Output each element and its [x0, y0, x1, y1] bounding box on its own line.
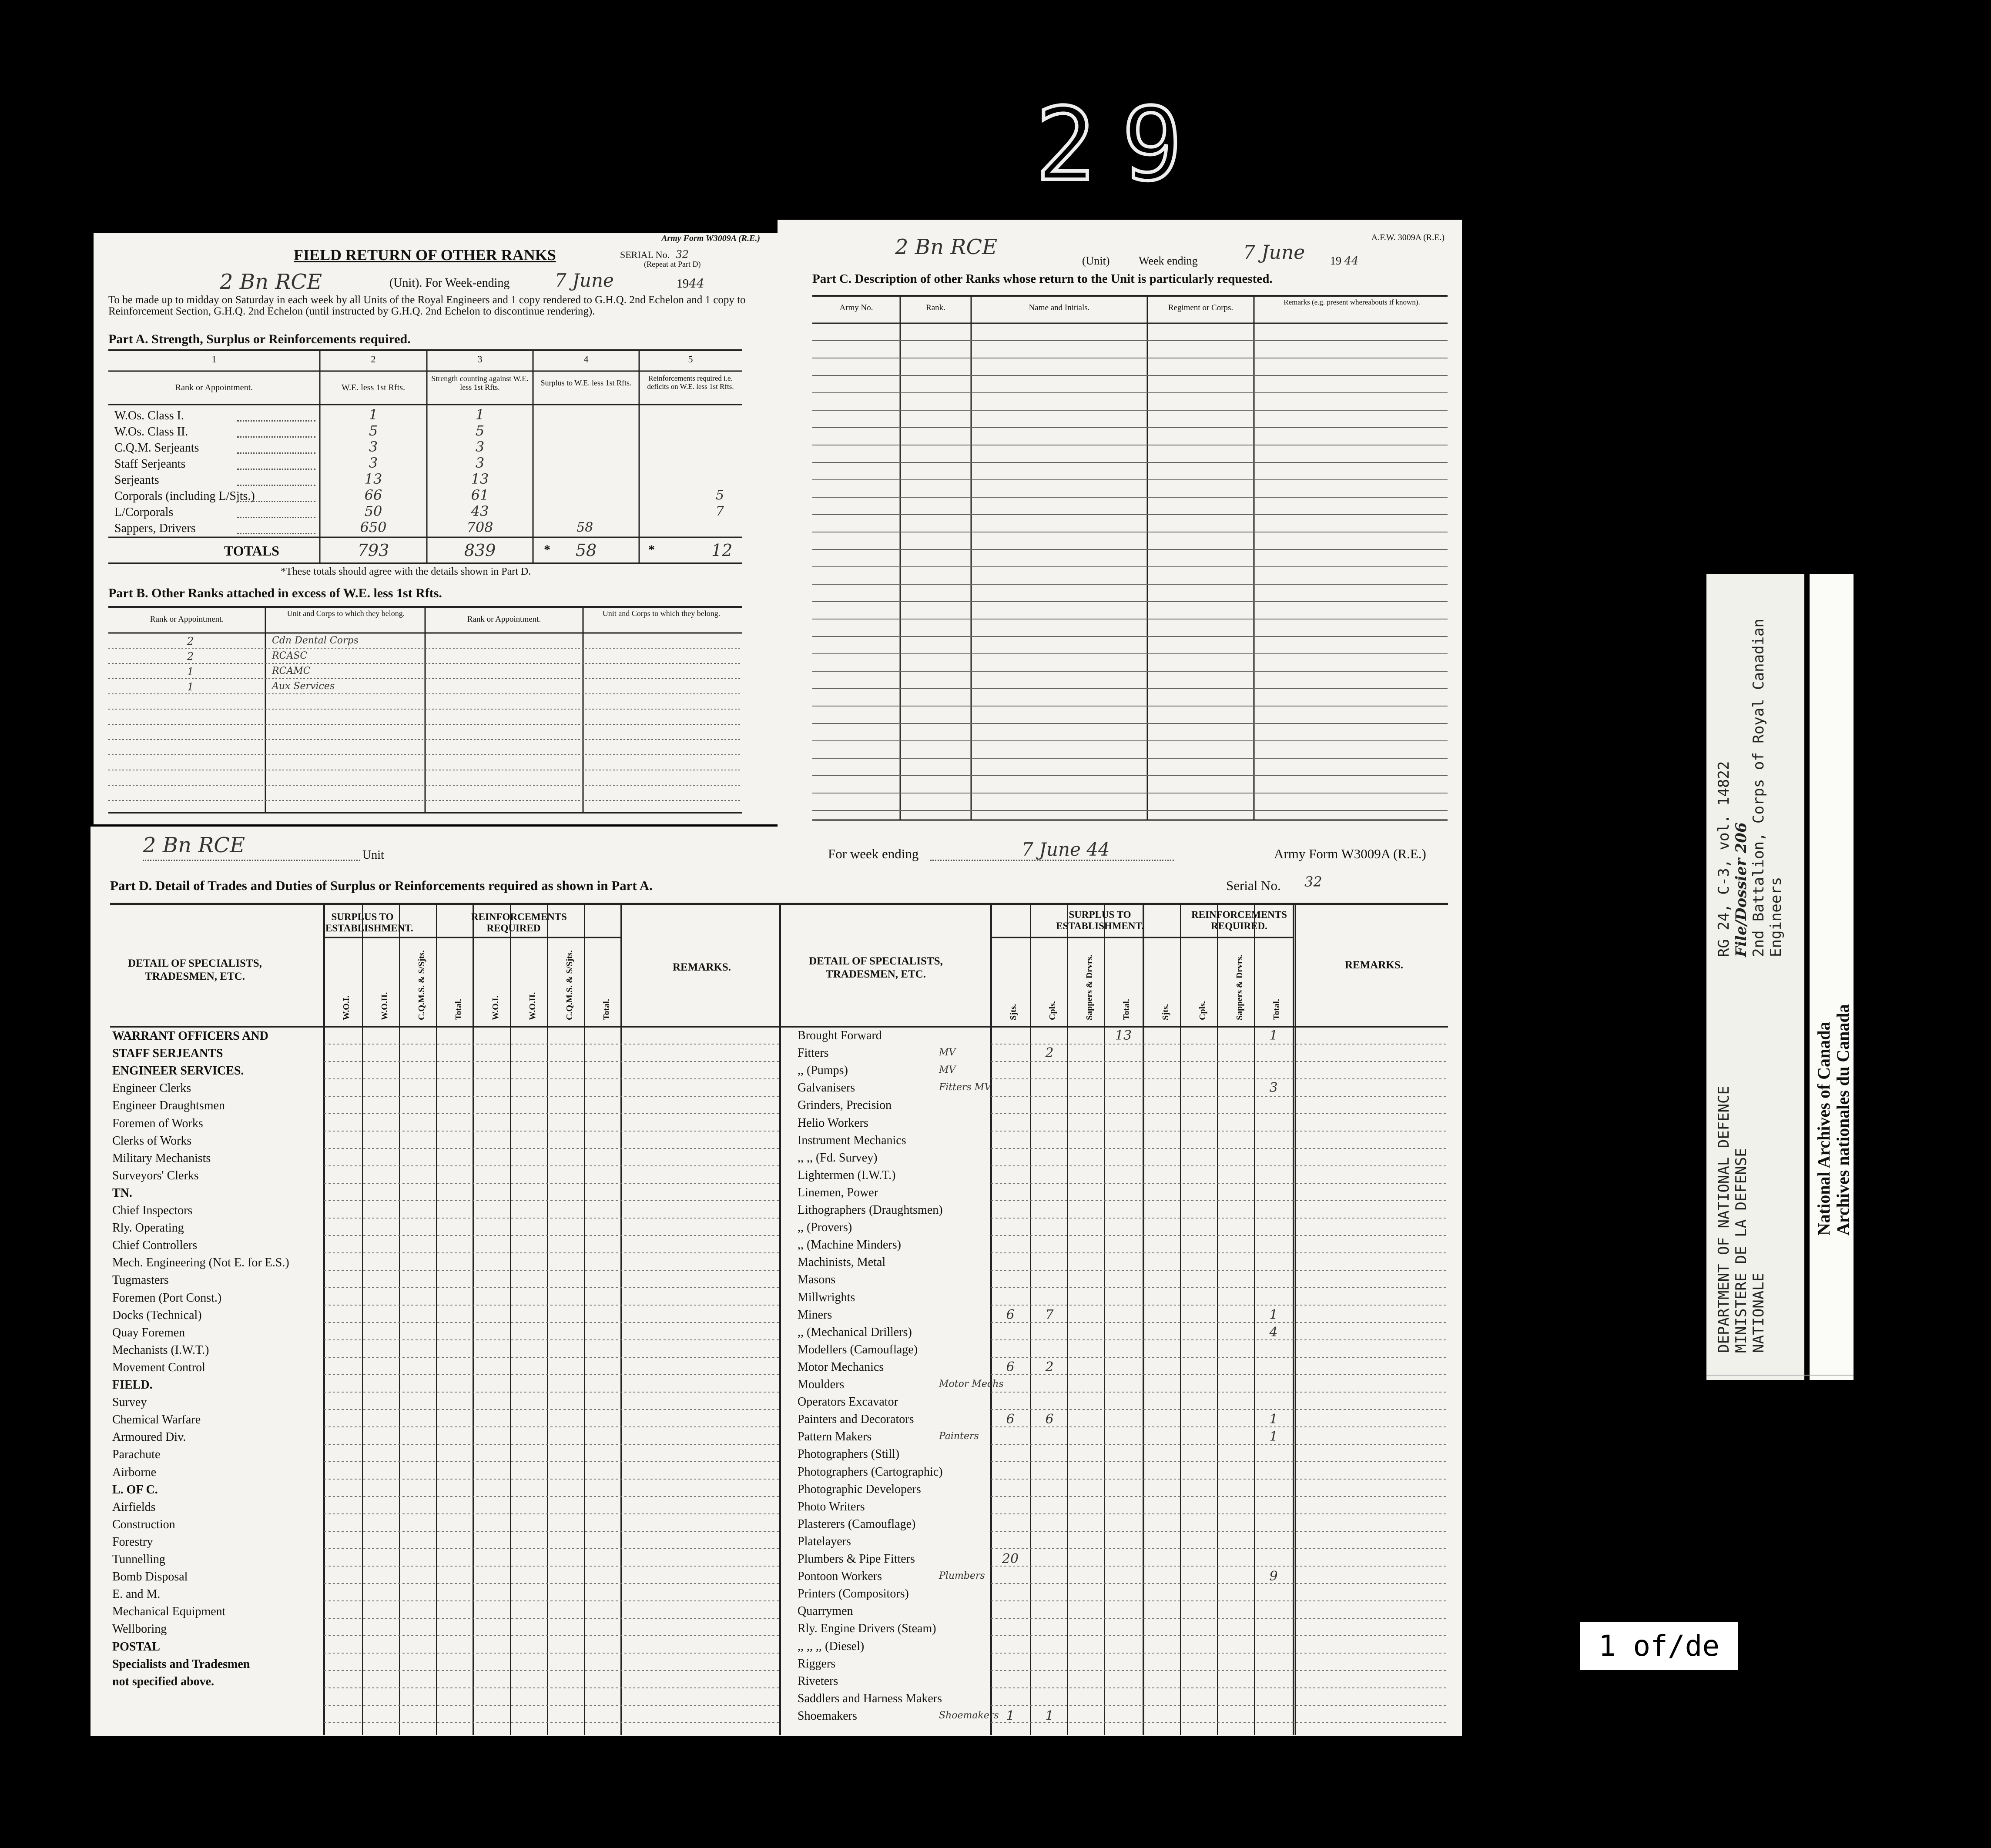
total-we: 793 [357, 541, 389, 560]
part-a-leader [237, 436, 315, 438]
part-b-unit: Cdn Dental Corps [272, 635, 359, 646]
trade-label: Saddlers and Harness Makers [798, 1691, 942, 1705]
trade-value: 3 [1269, 1080, 1278, 1096]
total-reinf: 12 [711, 541, 733, 560]
trade-label: STAFF SERJEANTS [112, 1047, 223, 1061]
unit-label: Unit [362, 848, 384, 862]
part-c-header: Remarks (e.g. present whereabouts if known). [1284, 298, 1420, 306]
part-a-rank: C.Q.M. Serjeants [114, 441, 199, 455]
right-reinf-header: REINFORCEMENTS REQUIRED. [1191, 909, 1287, 931]
year-prefix: 19 [1330, 254, 1341, 267]
trade-label: ,, (Provers) [798, 1221, 852, 1235]
part-a-title: Part A. Strength, Surplus or Reinforcements required. [108, 332, 411, 346]
trade-label: Brought Forward [798, 1029, 882, 1042]
serial-value: 32 [1304, 874, 1322, 890]
trade-label: Movement Control [112, 1360, 205, 1374]
trade-label: Painters and Decorators [798, 1413, 914, 1426]
part-a-we: 3 [369, 439, 378, 455]
trade-label: Armoured Div. [112, 1430, 186, 1444]
part-b-header: Unit and Corps to which they belong. [602, 609, 721, 618]
unit-value: 2 Bn RCE [143, 833, 245, 857]
part-a-colnum: 1 [211, 354, 217, 365]
trade-label: Construction [112, 1517, 175, 1531]
trade-label: Plasterers (Camouflage) [798, 1517, 916, 1531]
trade-note: Motor Mechs [939, 1379, 1004, 1389]
trade-note: Plumbers [939, 1570, 985, 1582]
trade-label: Moulders [798, 1378, 845, 1391]
part-a-reinf: 5 [716, 488, 724, 503]
remarks-header: REMARKS. [1344, 959, 1404, 971]
part-a-leader [237, 452, 315, 454]
trade-label: Foremen (Port Const.) [112, 1291, 222, 1305]
trade-label: Galvanisers [798, 1081, 855, 1095]
part-d-title: Part D. Detail of Trades and Duties of Surplus or Reinforcements required as shown in Part A. [110, 878, 653, 893]
trade-label: Fitters [798, 1046, 829, 1060]
trade-label: Riggers [798, 1657, 836, 1671]
totals-footnote: *These totals should agree with the details shown in Part D. [281, 566, 531, 577]
archive-line3: 2nd Battalion, Corps of Royal Canadian Engineers [1750, 619, 1785, 957]
archive-line5: MINISTERE DE LA DEFENSE NATIONALE [1733, 1148, 1767, 1353]
part-b-rank: 1 [187, 666, 194, 678]
part-a-rank: W.Os. Class II. [114, 425, 188, 439]
unit-label: (Unit). For Week-ending [389, 276, 510, 290]
part-a-strength: 708 [466, 519, 493, 536]
trade-note: Shoemakers [939, 1710, 999, 1721]
trade-label: WARRANT OFFICERS AND [112, 1029, 268, 1043]
trade-label: Rly. Operating [112, 1221, 184, 1235]
trade-label: Photo Writers [798, 1500, 865, 1513]
trade-label: Millwrights [798, 1290, 855, 1304]
trade-value: 1 [1269, 1429, 1278, 1445]
trade-label: ENGINEER SERVICES. [112, 1064, 244, 1078]
form-id: Army Form W3009A (R.E.) [661, 234, 760, 243]
top-left-sheet: Army Form W3009A (R.E.) FIELD RETURN OF OTHER RANKS SERIAL No. 32 (Repeat at Part D) 2 Bn RCE (Unit). For Week-ending 7 June 1944 To be made up to midday on Saturday in each week by all Units of the Royal Engineers and 1 copy rendered to G.H.Q. 2nd Echelon and 1 copy to Reinforcement Section, G.H.Q. 2nd Echelon (until instructed by G.H.Q. 2nd Echelon to discontinue rendering). Part A. Strength, Surplus or Reinforcements required. 1 2 3 4 5 Rank or Appointment. W.E. less 1st Rfts. Strength counting against W.E. less 1st Rfts. Surplus to W.E. less 1st Rfts. Reinforcements required i.e. deficits on W.E. less 1st Rfts. W.Os. Class I. 1 1 W.Os. Class II. 5 5 C.Q.M. Serjeants 3 3 Staff Serjeants 3 3 Serjeants 13 13 Corporals (including L/Sjts.) 66 61 5 L/Corporals 50 43 7 Sappers, Drivers 650 708 58 TOTALS 793 839 * 58 * 12 *These totals should agree with the details shown in Part D. Part B. Other Ranks attached in excess of W.E. less 1st Rfts. Rank or Appointment. Unit and Corps to which they belong. Rank or Appointment. Unit and Corps to which they belong. 2 Cdn Dental Corps 2 RCASC 1 RCAMC 1 Aux Services [94, 233, 778, 824]
trade-label: Printers (Compositors) [798, 1587, 909, 1601]
trade-label: Parachute [112, 1448, 161, 1462]
part-a-rank: W.Os. Class I. [114, 409, 184, 422]
part-a-leader [237, 485, 315, 486]
trade-label: Airfields [112, 1500, 156, 1514]
unit-value: 2 Bn RCE [895, 235, 998, 259]
trade-label: Chief Inspectors [112, 1204, 193, 1217]
part-b-rank: 2 [187, 635, 194, 647]
trade-label: Airborne [112, 1465, 157, 1479]
trade-label: L. OF C. [112, 1483, 158, 1496]
part-a-strength: 43 [471, 503, 489, 519]
trade-value: 6 [1006, 1412, 1015, 1427]
trade-label: Motor Mechanics [798, 1360, 884, 1374]
trade-value: 6 [1006, 1307, 1015, 1322]
sub-col-header: W.O.II. [380, 992, 389, 1020]
trade-label: Foremen of Works [112, 1116, 203, 1130]
unit-label: (Unit) [1082, 254, 1110, 267]
left-detail-header: DETAIL OF SPECIALISTS, TRADESMEN, ETC. [128, 957, 262, 982]
trade-label: Survey [112, 1396, 147, 1409]
trade-label: Machinists, Metal [798, 1255, 886, 1269]
part-b-unit: Aux Services [272, 681, 335, 692]
trade-label: Forestry [112, 1535, 153, 1549]
week-value: 7 June [1243, 241, 1305, 264]
part-b-header: Rank or Appointment. [467, 615, 541, 624]
remarks-header: REMARKS. [672, 961, 731, 973]
part-c-header: Name and Initials. [1029, 303, 1090, 312]
trade-label: Rly. Engine Drivers (Steam) [798, 1622, 936, 1636]
trade-value: 1 [1269, 1028, 1278, 1043]
trade-label: Quay Foremen [112, 1326, 185, 1339]
part-c-header: Army No. [839, 303, 873, 312]
trade-label: Riveters [798, 1674, 838, 1688]
week-label: For week ending [828, 846, 919, 861]
year-value: 44 [1344, 254, 1359, 268]
part-a-reinf: 7 [716, 504, 724, 519]
trade-value: 1 [1006, 1708, 1015, 1724]
trade-value: 7 [1045, 1307, 1054, 1322]
trade-label: Mech. Engineering (Not E. for E.S.) [112, 1256, 289, 1270]
trade-label: ,, (Machine Minders) [798, 1238, 901, 1252]
trade-note: MV [939, 1065, 956, 1076]
part-a-we: 1 [369, 406, 378, 423]
sub-col-header: Total. [1272, 999, 1281, 1020]
trade-value: 1 [1045, 1708, 1054, 1724]
week-value: 7 June 44 [1022, 839, 1110, 860]
trade-value: 4 [1269, 1324, 1278, 1340]
trade-label: ,, ,, ,, (Diesel) [798, 1639, 865, 1653]
trade-note: Fitters MV [939, 1082, 992, 1093]
trade-value: 2 [1045, 1359, 1054, 1375]
page-tag: 1 of/de [1579, 1620, 1740, 1672]
serial-value: 32 [675, 248, 689, 261]
trade-label: Operators Excavator [798, 1395, 898, 1409]
part-a-rank: L/Corporals [114, 506, 174, 519]
part-a-we: 66 [364, 487, 382, 503]
trade-label: Grinders, Precision [798, 1098, 892, 1112]
year-value: 44 [689, 276, 704, 291]
part-a-leader [237, 469, 315, 470]
top-right-sheet [778, 220, 1462, 827]
trade-value: 9 [1269, 1569, 1278, 1584]
trade-note: MV [939, 1047, 956, 1058]
sub-col-header: W.O.II. [528, 992, 537, 1020]
part-a-colnum: 4 [583, 354, 589, 365]
trade-label: Modellers (Camouflage) [798, 1342, 918, 1356]
sub-col-header: Cpls. [1048, 1001, 1057, 1020]
trade-label: ,, (Pumps) [798, 1064, 848, 1078]
archive-line1: RG 24, C-3, vol. 14822 [1715, 761, 1733, 957]
part-a-leader [237, 420, 315, 422]
sub-col-header: Total. [454, 999, 463, 1020]
trade-label: Quarrymen [798, 1604, 853, 1618]
trade-label: Shoemakers [798, 1709, 857, 1723]
part-b-header: Rank or Appointment. [150, 615, 224, 624]
instructions: To be made up to midday on Saturday in each week by all Units of the Royal Engineers and 1 copy rendered to G.H.Q. 2nd Echelon and 1 copy to Reinforcement Section, G.H.Q. 2nd Echelon (until instructed by G.H.Q. 2nd Echelon to discontinue rendering). [108, 294, 746, 317]
trade-label: Clerks of Works [112, 1134, 192, 1148]
trade-label: Photographic Developers [798, 1482, 921, 1496]
part-b-rank: 1 [187, 681, 194, 693]
trade-value: 2 [1045, 1045, 1054, 1061]
trade-label: Chemical Warfare [112, 1413, 201, 1427]
part-a-rank: Staff Serjeants [114, 457, 186, 471]
trade-value: 1 [1269, 1412, 1278, 1427]
trade-label: Pontoon Workers [798, 1570, 882, 1584]
unit-value: 2 Bn RCE [220, 270, 322, 294]
trade-label: Engineer Clerks [112, 1081, 191, 1095]
sub-col-header: C.Q.M.S. & S/Sjts. [417, 950, 426, 1020]
trade-label: ,, (Mechanical Drillers) [798, 1325, 912, 1339]
trade-label: ,, ,, (Fd. Survey) [798, 1151, 878, 1165]
part-a-header: Surplus to W.E. less 1st Rfts. [540, 378, 632, 387]
sub-col-header: Cpls. [1198, 1001, 1207, 1020]
trade-label: Tugmasters [112, 1273, 169, 1287]
trade-label: Bomb Disposal [112, 1570, 188, 1584]
serial-note: (Repeat at Part D) [644, 260, 701, 268]
trade-label: Engineer Draughtsmen [112, 1099, 225, 1113]
trade-label: Miners [798, 1308, 832, 1322]
form-title: FIELD RETURN OF OTHER RANKS [294, 246, 556, 264]
part-a-header: Reinforcements required i.e. deficits on W.E. less 1st Rfts. [647, 374, 734, 391]
sub-col-header: Sappers & Drvrs. [1085, 954, 1094, 1020]
part-a-colnum: 5 [688, 354, 693, 365]
right-surplus-header: SURPLUS TO ESTABLISHMENT. [1056, 909, 1144, 931]
part-d-sheet [90, 827, 1462, 1736]
trade-label: Pattern Makers [798, 1430, 872, 1444]
part-a-strength: 13 [471, 471, 489, 487]
trade-label: Lithographers (Draughtsmen) [798, 1203, 943, 1217]
trade-label: POSTAL [112, 1640, 160, 1654]
trade-label: Mechanists (I.W.T.) [112, 1343, 209, 1357]
part-a-surplus: 58 [577, 520, 593, 535]
week-label: Week ending [1139, 254, 1198, 267]
part-a-we: 650 [360, 519, 387, 536]
left-reinf-header: REINFORCEMENTS REQUIRED [471, 911, 567, 934]
part-b-rank: 2 [187, 650, 194, 663]
trade-label: Helio Workers [798, 1116, 868, 1130]
part-a-we: 3 [369, 455, 378, 471]
trade-label: Specialists and Tradesmen [112, 1657, 250, 1671]
part-a-we: 5 [369, 422, 378, 439]
part-b-unit: RCAMC [272, 666, 311, 676]
trade-label: Docks (Technical) [112, 1308, 202, 1322]
part-a-leader [237, 517, 315, 518]
trade-label: not specified above. [112, 1674, 215, 1688]
sub-col-header: Total. [602, 999, 611, 1020]
left-surplus-header: SURPLUS TO ESTABLISHMENT. [325, 911, 413, 934]
part-a-we: 13 [364, 471, 382, 487]
part-a-header: Strength counting against W.E. less 1st Rfts. [431, 374, 529, 392]
sub-col-header: Total. [1122, 999, 1131, 1020]
trade-value: 20 [1002, 1551, 1019, 1567]
trade-label: Wellboring [112, 1622, 167, 1636]
sub-col-header: Sjts. [1161, 1004, 1170, 1020]
totals-label: TOTALS [224, 543, 279, 559]
right-detail-header: DETAIL OF SPECIALISTS, TRADESMEN, ETC. [809, 955, 943, 980]
trade-label: Masons [798, 1273, 836, 1287]
trade-note: Painters [939, 1431, 979, 1442]
trade-label: E. and M. [112, 1587, 161, 1601]
trade-label: Chief Controllers [112, 1239, 198, 1252]
sub-col-header: Sjts. [1009, 1004, 1018, 1020]
trade-label: Platelayers [798, 1534, 851, 1548]
trade-label: Photographers (Cartographic) [798, 1465, 943, 1479]
sub-col-header: W.O.I. [342, 995, 351, 1020]
frame-number: 29 [1036, 87, 1208, 203]
part-b-unit: RCASC [272, 650, 308, 661]
trade-label: Instrument Mechanics [798, 1133, 906, 1147]
part-a-rank: Sappers, Drivers [114, 522, 196, 535]
trade-value: 13 [1115, 1028, 1132, 1043]
part-a-header: Rank or Appointment. [175, 383, 253, 392]
part-a-strength: 3 [475, 455, 485, 471]
trade-label: Surveyors' Clerks [112, 1168, 199, 1182]
part-a-strength: 61 [471, 487, 489, 503]
trade-label: Linemen, Power [798, 1185, 878, 1199]
part-b-header: Unit and Corps to which they belong. [287, 609, 405, 618]
part-a-header: W.E. less 1st Rfts. [342, 383, 405, 392]
year-prefix: 19 [677, 277, 689, 291]
trade-label: Tunnelling [112, 1553, 165, 1566]
sub-col-header: C.Q.M.S. & S/Sjts. [565, 950, 574, 1020]
trade-label: FIELD. [112, 1378, 153, 1392]
trade-label: Military Mechanists [112, 1151, 211, 1165]
part-a-colnum: 2 [371, 354, 376, 365]
part-b-title: Part B. Other Ranks attached in excess of W.E. less 1st Rfts. [108, 586, 442, 600]
part-a-rank: Corporals (including L/Sjts.) [114, 489, 255, 503]
archive-line4: DEPARTMENT OF NATIONAL DEFENCE [1715, 1085, 1733, 1353]
part-a-leader [237, 533, 315, 534]
trade-label: Lightermen (I.W.T.) [798, 1168, 896, 1182]
form-id: A.F.W. 3009A (R.E.) [1371, 233, 1445, 242]
trade-value: 1 [1269, 1307, 1278, 1322]
part-a-strength: 1 [475, 406, 485, 423]
part-c-header: Regiment or Corps. [1168, 303, 1233, 312]
archives-en: National Archives of Canada [1814, 1021, 1833, 1235]
part-a-leader [237, 501, 315, 502]
sub-col-header: Sappers & Drvrs. [1235, 954, 1244, 1020]
part-a-colnum: 3 [477, 354, 483, 365]
trade-label: Photographers (Still) [798, 1447, 900, 1461]
trade-label: Plumbers & Pipe Fitters [798, 1552, 915, 1566]
trade-label: Mechanical Equipment [112, 1605, 226, 1619]
part-a-rank: Serjeants [114, 473, 159, 487]
trade-value: 6 [1006, 1359, 1015, 1375]
trade-label: TN. [112, 1186, 132, 1200]
part-a-strength: 5 [475, 422, 485, 439]
serial-label: Serial No. [1226, 878, 1281, 893]
archive-label [1706, 574, 1854, 1380]
trade-value: 6 [1045, 1412, 1054, 1427]
sub-col-header: W.O.I. [491, 995, 500, 1020]
form-id: Army Form W3009A (R.E.) [1274, 846, 1426, 861]
week-value: 7 June [555, 270, 614, 291]
archive-line2: File/Dossier 206 [1733, 822, 1750, 957]
part-a-we: 50 [364, 503, 382, 519]
serial-label: SERIAL No. [620, 249, 670, 260]
total-surplus: 58 [575, 541, 597, 560]
archives-fr: Archives nationales du Canada [1833, 1004, 1853, 1235]
part-a-strength: 3 [475, 439, 485, 455]
part-c-header: Rank. [926, 303, 945, 312]
part-c-title: Part C. Description of other Ranks whose return to the Unit is particularly requested. [812, 272, 1273, 286]
total-strength: 839 [464, 541, 496, 560]
